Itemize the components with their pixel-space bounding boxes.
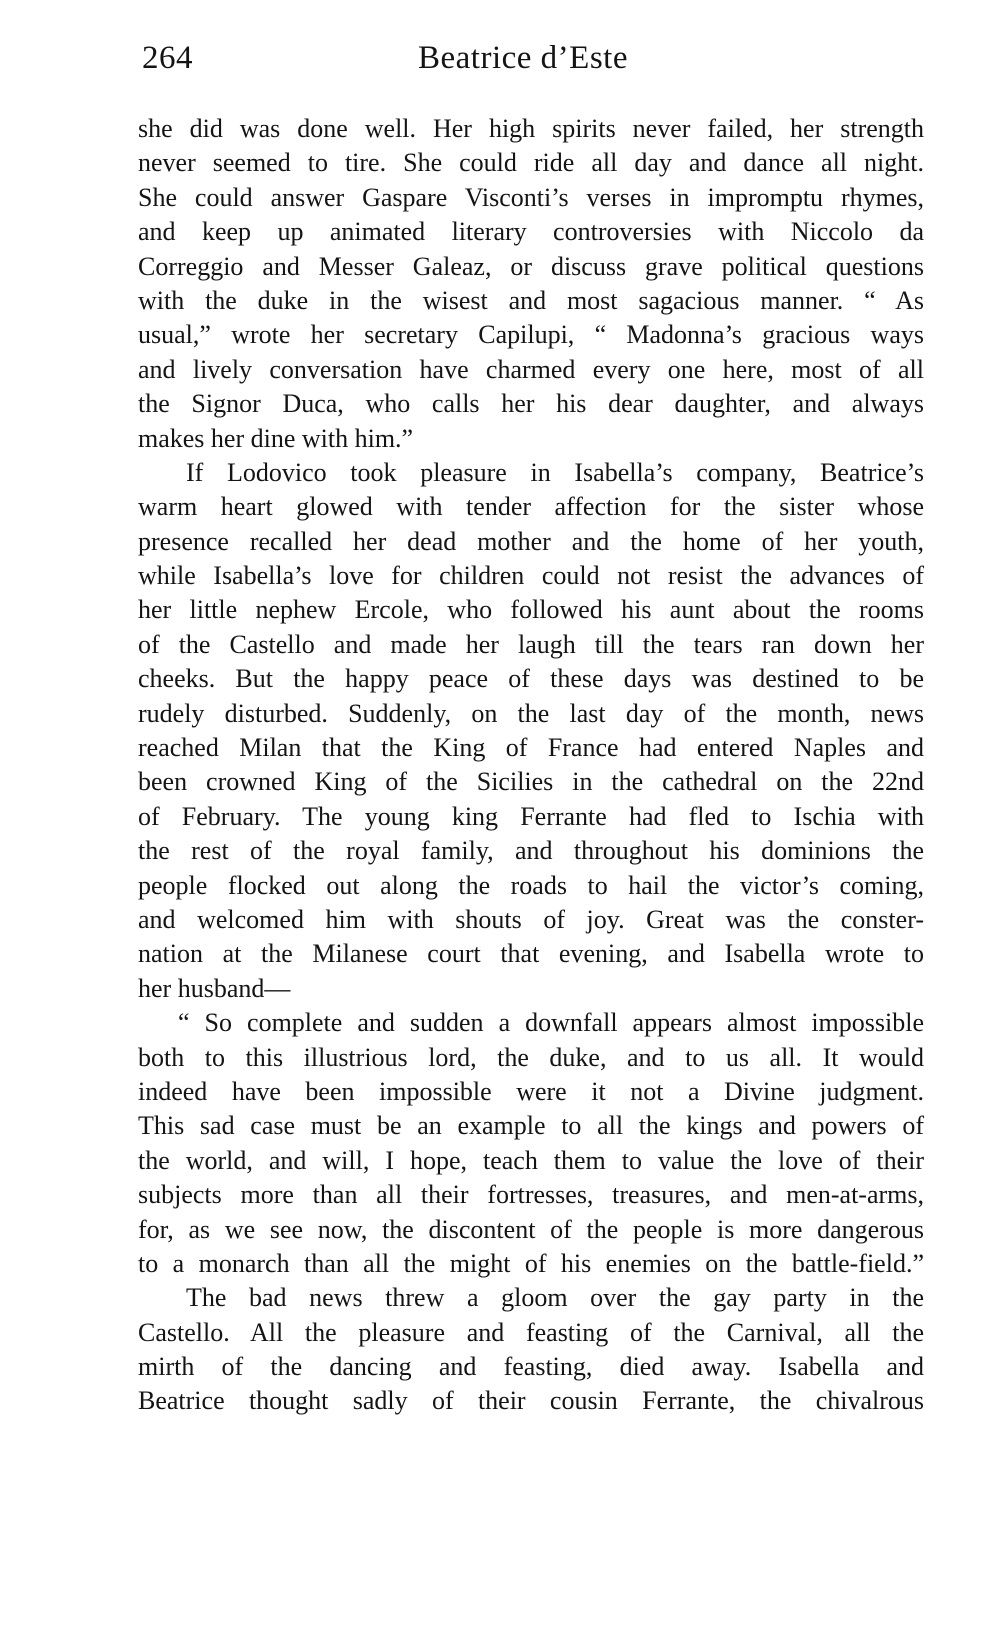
text-line: This sad case must be an example to all the kings and powers of bbox=[138, 1111, 924, 1141]
running-head: Beatrice d’Este bbox=[418, 40, 628, 76]
body-text bbox=[138, 112, 924, 1419]
text-line: She could answer Gaspare Visconti’s verses in impromptu rhymes, bbox=[138, 182, 924, 212]
text-line: for, as we see now, the discontent of the people is more dangerous bbox=[138, 1214, 924, 1244]
text-line: nation at the Milanese court that evening, and Isabella wrote to bbox=[138, 939, 924, 969]
text-line: to a monarch than all the might of his enemies on the battle-field.” bbox=[138, 1248, 924, 1278]
text-line: subjects more than all their fortresses, treasures, and men-at-arms, bbox=[138, 1180, 924, 1210]
text-line: the world, and will, I hope, teach them to value the love of their bbox=[138, 1145, 924, 1175]
text-line: been crowned King of the Sicilies in the cathedral on the 22nd bbox=[138, 767, 924, 797]
text-line: of February. The young king Ferrante had fled to Ischia with bbox=[138, 801, 924, 831]
text-line: her husband— bbox=[138, 973, 291, 1003]
text-line: mirth of the dancing and feasting, died away. Isabella and bbox=[138, 1352, 924, 1382]
text-line: and welcomed him with shouts of joy. Great was the conster- bbox=[138, 904, 924, 934]
text-line: Correggio and Messer Galeaz, or discuss grave political questions bbox=[138, 251, 924, 281]
text-line: makes her dine with him.” bbox=[138, 423, 414, 453]
page-number: 264 bbox=[142, 40, 193, 76]
text-line: presence recalled her dead mother and the home of her youth, bbox=[138, 526, 924, 556]
text-line: the rest of the royal family, and throughout his dominions the bbox=[138, 836, 924, 866]
text-line: she did was done well. Her high spirits never failed, her strength bbox=[138, 114, 924, 143]
text-line: and keep up animated literary controversies with Niccolo da bbox=[138, 217, 924, 247]
text-line: and lively conversation have charmed every one here, most of all bbox=[138, 354, 924, 384]
paragraph-first-line: The bad news threw a gloom over the gay party in the bbox=[186, 1283, 924, 1313]
text-line: while Isabella’s love for children could not resist the advances of bbox=[138, 561, 924, 591]
text-line: never seemed to tire. She could ride all day and dance all night. bbox=[138, 148, 924, 178]
text-line: Beatrice thought sadly of their cousin Ferrante, the chivalrous bbox=[138, 1386, 924, 1416]
text-line: both to this illustrious lord, the duke, and to us all. It would bbox=[138, 1042, 924, 1072]
text-line: her little nephew Ercole, who followed his aunt about the rooms bbox=[138, 595, 924, 625]
text-line: with the duke in the wisest and most sagacious manner. “ As bbox=[138, 285, 924, 315]
quotation-first-line: “ So complete and sudden a downfall appears almost impossible bbox=[178, 1008, 924, 1038]
text-line: warm heart glowed with tender affection for the sister whose bbox=[138, 492, 924, 522]
text-line: usual,” wrote her secretary Capilupi, “ Madonna’s gracious ways bbox=[138, 320, 924, 350]
text-line: cheeks. But the happy peace of these days was destined to be bbox=[138, 664, 924, 694]
text-line: of the Castello and made her laugh till the tears ran down her bbox=[138, 629, 924, 659]
text-line: the Signor Duca, who calls her his dear daughter, and always bbox=[138, 389, 924, 419]
paragraph-first-line: If Lodovico took pleasure in Isabella’s company, Beatrice’s bbox=[186, 457, 924, 487]
text-line: Castello. All the pleasure and feasting of the Carnival, all the bbox=[138, 1317, 924, 1347]
text-line: people flocked out along the roads to hail the victor’s coming, bbox=[138, 870, 924, 900]
text-line: rudely disturbed. Suddenly, on the last day of the month, news bbox=[138, 698, 924, 728]
text-line: indeed have been impossible were it not a Divine judgment. bbox=[138, 1076, 924, 1106]
text-line: reached Milan that the King of France had entered Naples and bbox=[138, 733, 924, 763]
